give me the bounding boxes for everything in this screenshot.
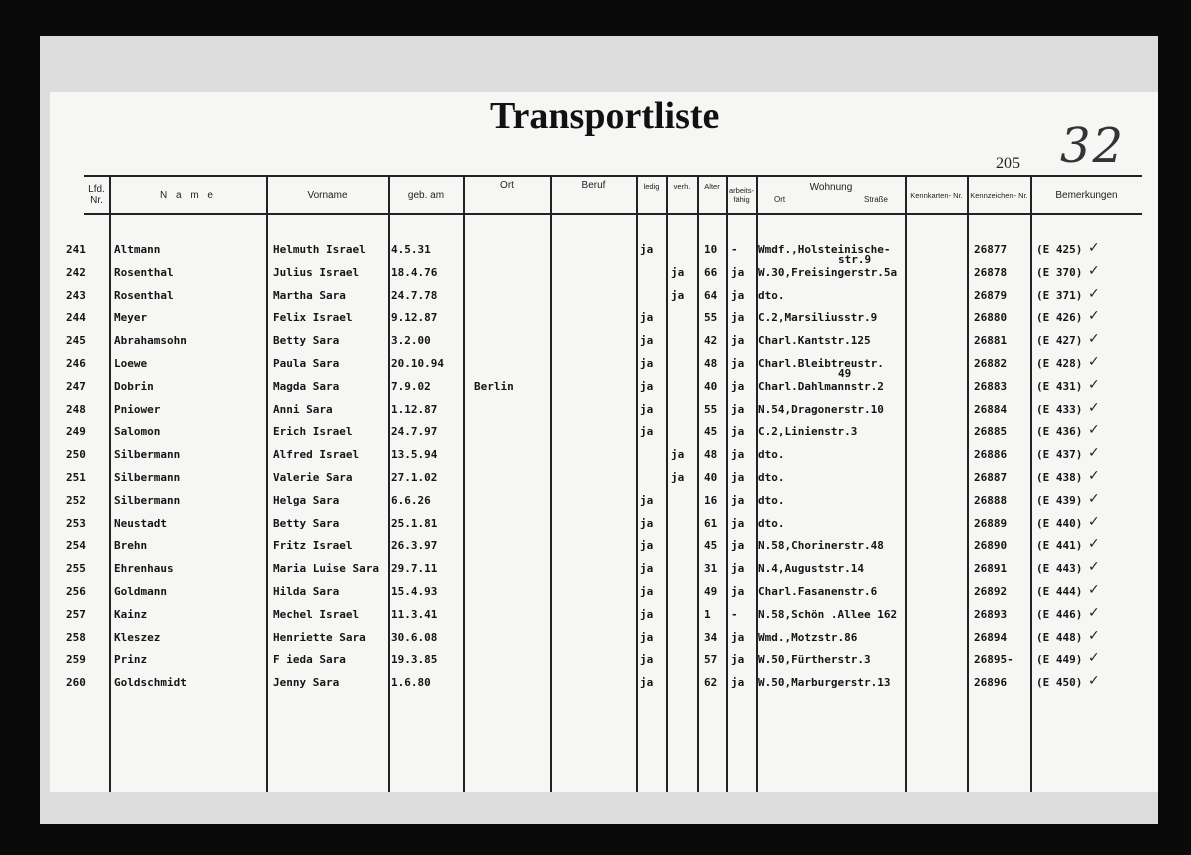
row-bem: (E 450) — [1036, 676, 1083, 690]
row-kz: 26896 — [974, 676, 1008, 690]
row-alter: 16 — [704, 493, 718, 507]
row-wohnung: dto. — [758, 448, 785, 462]
row-vorname: Julius Israel — [273, 265, 360, 279]
header-wohnung: Wohnung — [809, 182, 853, 193]
checkmark-icon: ✓ — [1088, 285, 1100, 302]
col-divider — [726, 175, 728, 792]
col-divider — [463, 175, 465, 792]
checkmark-icon: ✓ — [1088, 422, 1100, 439]
row-verh: ja — [671, 471, 685, 484]
checkmark-icon: ✓ — [1088, 513, 1100, 530]
row-nr: 245 — [66, 334, 86, 348]
row-geb: 9.12.87 — [391, 311, 438, 325]
checkmark-icon: ✓ — [1088, 468, 1100, 484]
checkmark-icon: ✓ — [1088, 399, 1100, 416]
row-name: Salomon — [114, 425, 161, 439]
row-wohnung: N.54,Dragonerstr.10 — [758, 402, 884, 416]
row-geb: 27.1.02 — [391, 471, 438, 484]
row-vorname: Betty Sara — [273, 334, 340, 348]
row-wohnung: W.50,Marburgerstr.13 — [758, 676, 891, 690]
row-arb: ja — [731, 357, 745, 370]
row-arb: ja — [731, 562, 745, 576]
row-arb: ja — [731, 334, 745, 348]
row-bem: (E 446) — [1036, 607, 1083, 621]
row-geb: 24.7.78 — [391, 288, 438, 302]
row-name: Silbermann — [114, 493, 181, 507]
row-wohnung: dto. — [758, 516, 785, 530]
row-nr: 254 — [66, 539, 86, 553]
col-divider — [1030, 175, 1032, 792]
row-kz: 26892 — [974, 585, 1008, 598]
row-geb: 26.3.97 — [391, 539, 438, 553]
row-geb: 7.9.02 — [391, 379, 431, 393]
row-nr: 257 — [66, 607, 86, 621]
row-ledig: ja — [640, 630, 654, 644]
row-ledig: ja — [640, 311, 654, 325]
row-nr: 259 — [66, 653, 86, 667]
row-vorname: Valerie Sara — [273, 471, 353, 484]
row-vorname: Anni Sara — [273, 402, 333, 416]
col-divider — [266, 175, 268, 792]
checkmark-icon: ✓ — [1088, 262, 1100, 279]
row-name: Goldmann — [114, 585, 167, 598]
row-wohnung: Wmdf.,Holsteinische- — [758, 243, 891, 256]
row-vorname: Jenny Sara — [273, 676, 340, 690]
row-bem: (E 440) — [1036, 516, 1083, 530]
row-bem: (E 443) — [1036, 562, 1083, 576]
row-vorname: Felix Israel — [273, 311, 353, 325]
checkmark-icon: ✓ — [1088, 308, 1100, 325]
header-ledig: ledig — [643, 182, 660, 191]
row-arb: ja — [731, 379, 745, 393]
row-nr: 247 — [66, 379, 86, 393]
handwritten-number: 32 — [1060, 118, 1126, 174]
row-kz: 26880 — [974, 311, 1008, 325]
checkmark-icon: ✓ — [1088, 490, 1100, 507]
row-nr: 241 — [66, 243, 86, 256]
row-geb: 19.3.85 — [391, 653, 438, 667]
row-arb: ja — [731, 676, 745, 690]
checkmark-icon: ✓ — [1088, 445, 1100, 462]
row-kz: 26886 — [974, 448, 1008, 462]
row-kz: 26888 — [974, 493, 1008, 507]
header-name: N a m e — [159, 189, 216, 201]
row-alter: 45 — [704, 425, 718, 439]
row-name: Prinz — [114, 653, 148, 667]
row-ledig: ja — [640, 539, 654, 553]
checkmark-icon: ✓ — [1088, 650, 1100, 667]
row-name: Ehrenhaus — [114, 562, 174, 576]
row-wohnung: Charl.Dahlmannstr.2 — [758, 379, 884, 393]
row-geb: 6.6.26 — [391, 493, 431, 507]
row-kz: 26895- — [974, 653, 1014, 667]
row-geb: 15.4.93 — [391, 585, 438, 598]
checkmark-icon: ✓ — [1088, 240, 1100, 256]
row-ledig: ja — [640, 334, 654, 348]
row-vorname: Martha Sara — [273, 288, 346, 302]
row-arb: - — [731, 243, 738, 256]
row-vorname: Alfred Israel — [273, 448, 360, 462]
row-kz: 26887 — [974, 471, 1008, 484]
row-kz: 26889 — [974, 516, 1008, 530]
row-arb: ja — [731, 471, 745, 484]
row-alter: 40 — [704, 379, 718, 393]
row-ledig: ja — [640, 493, 654, 507]
row-nr: 256 — [66, 585, 86, 598]
row-wohnung: Charl.Kantstr.125 — [758, 334, 871, 348]
row-wohnung: N.58,Chorinerstr.48 — [758, 539, 884, 553]
row-bem: (E 428) — [1036, 357, 1083, 370]
row-name: Kainz — [114, 607, 148, 621]
row-arb: ja — [731, 311, 745, 325]
row-bem: (E 431) — [1036, 379, 1083, 393]
row-verh: ja — [671, 288, 685, 302]
row-vorname: Fritz Israel — [273, 539, 353, 553]
col-divider — [967, 175, 969, 792]
row-wohnung: N.4,Auguststr.14 — [758, 562, 864, 576]
row-arb: ja — [731, 288, 745, 302]
row-ledig: ja — [640, 676, 654, 690]
row-vorname: Maria Luise Sara — [273, 562, 379, 576]
row-kz: 26879 — [974, 288, 1008, 302]
header-verh: verh. — [673, 182, 691, 191]
checkmark-icon: ✓ — [1088, 673, 1100, 690]
row-bem: (E 448) — [1036, 630, 1083, 644]
row-vorname: Henriette Sara — [273, 630, 366, 644]
col-divider — [666, 175, 668, 792]
row-bem: (E 426) — [1036, 311, 1083, 325]
row-verh: ja — [671, 265, 685, 279]
col-divider — [550, 175, 552, 792]
checkmark-icon: ✓ — [1088, 331, 1100, 348]
row-arb: - — [731, 607, 738, 621]
col-divider — [109, 175, 111, 792]
row-name: Rosenthal — [114, 265, 174, 279]
row-nr: 249 — [66, 425, 86, 439]
row-alter: 55 — [704, 311, 718, 325]
checkmark-icon: ✓ — [1088, 604, 1100, 621]
row-vorname: Magda Sara — [273, 379, 340, 393]
row-vorname: Helmuth Israel — [273, 243, 366, 256]
row-ledig: ja — [640, 516, 654, 530]
row-ledig: ja — [640, 243, 654, 256]
row-wohnung: Wmd.,Motzstr.86 — [758, 630, 858, 644]
row-vorname: F ieda Sara — [273, 653, 346, 667]
row-arb: ja — [731, 425, 745, 439]
row-ledig: ja — [640, 562, 654, 576]
header-lfd-nr: Lfd. Nr. — [88, 184, 105, 206]
row-arb: ja — [731, 539, 745, 553]
row-wohnung: W.50,Fürtherstr.3 — [758, 653, 871, 667]
row-vorname: Hilda Sara — [273, 585, 340, 598]
row-name: Meyer — [114, 311, 148, 325]
header-kennkarten-nr: Kennkarten- Nr. — [910, 190, 963, 200]
row-vorname: Helga Sara — [273, 493, 340, 507]
row-arb: ja — [731, 630, 745, 644]
row-name: Kleszez — [114, 630, 161, 644]
row-arb: ja — [731, 265, 745, 279]
row-alter: 45 — [704, 539, 718, 553]
row-alter: 57 — [704, 653, 718, 667]
row-bem: (E 433) — [1036, 402, 1083, 416]
row-kz: 26877 — [974, 243, 1008, 256]
row-name: Goldschmidt — [114, 676, 187, 690]
row-geb: 20.10.94 — [391, 357, 444, 370]
row-name: Altmann — [114, 243, 161, 256]
row-name: Silbermann — [114, 448, 181, 462]
header-vorname: Vorname — [307, 189, 348, 201]
row-kz: 26890 — [974, 539, 1008, 553]
row-geb: 25.1.81 — [391, 516, 438, 530]
row-alter: 64 — [704, 288, 718, 302]
row-ledig: ja — [640, 402, 654, 416]
row-arb: ja — [731, 448, 745, 462]
row-name: Dobrin — [114, 379, 154, 393]
row-bem: (E 370) — [1036, 265, 1083, 279]
header-arbeitsfaehig: arbeits- fähig — [728, 186, 754, 204]
header-wohnung-strasse: Straße — [864, 195, 889, 204]
header-alter: Alter — [704, 182, 720, 191]
row-alter: 49 — [704, 585, 718, 598]
row-alter: 62 — [704, 676, 718, 690]
row-geb: 24.7.97 — [391, 425, 438, 439]
row-ledig: ja — [640, 425, 654, 439]
col-divider — [697, 175, 699, 792]
row-alter: 48 — [704, 448, 718, 462]
row-geb: 29.7.11 — [391, 562, 438, 576]
row-ledig: ja — [640, 653, 654, 667]
row-alter: 40 — [704, 471, 718, 484]
page-number: 205 — [996, 155, 1020, 172]
row-nr: 253 — [66, 516, 86, 530]
ort-berlin: Berlin — [474, 380, 514, 393]
row-nr: 251 — [66, 471, 86, 484]
row-geb: 13.5.94 — [391, 448, 438, 462]
row-wohnung: Charl.Bleibtreustr. — [758, 357, 884, 370]
header-beruf: Beruf — [581, 180, 606, 191]
row-alter: 10 — [704, 243, 718, 256]
row-alter: 31 — [704, 562, 718, 576]
col-divider — [388, 175, 390, 792]
row-bem: (E 441) — [1036, 539, 1083, 553]
row-wohnung: C.2,Marsiliusstr.9 — [758, 311, 878, 325]
header-wohnung-ort: Ort — [774, 195, 786, 204]
row-name: Abrahamsohn — [114, 334, 187, 348]
row-kz: 26891 — [974, 562, 1008, 576]
row-arb: ja — [731, 653, 745, 667]
row-wohnung: C.2,Linienstr.3 — [758, 425, 858, 439]
row-nr: 258 — [66, 630, 86, 644]
row-arb: ja — [731, 516, 745, 530]
row-geb: 11.3.41 — [391, 607, 438, 621]
row-nr: 243 — [66, 288, 86, 302]
row-nr: 250 — [66, 448, 86, 462]
row-wohnung: W.30,Freisingerstr.5a — [758, 265, 898, 279]
row-wohnung-continuation: str.9 — [838, 253, 872, 266]
row-name: Rosenthal — [114, 288, 174, 302]
row-vorname: Betty Sara — [273, 516, 340, 530]
row-wohnung-continuation: 49 — [838, 367, 852, 380]
row-alter: 1 — [704, 607, 711, 621]
row-kz: 26884 — [974, 402, 1008, 416]
row-nr: 248 — [66, 402, 86, 416]
row-wohnung: N.58,Schön .Allee 162 — [758, 607, 898, 621]
row-vorname: Mechel Israel — [273, 607, 360, 621]
checkmark-icon: ✓ — [1088, 559, 1100, 576]
checkmark-icon: ✓ — [1088, 354, 1100, 370]
row-ledig: ja — [640, 585, 654, 598]
row-nr: 255 — [66, 562, 86, 576]
row-bem: (E 449) — [1036, 653, 1083, 667]
row-bem: (E 371) — [1036, 288, 1083, 302]
row-vorname: Erich Israel — [273, 425, 353, 439]
row-alter: 42 — [704, 334, 718, 348]
header-geb-am: geb. am — [407, 189, 445, 201]
row-wohnung: Charl.Fasanenstr.6 — [758, 585, 878, 598]
row-name: Neustadt — [114, 516, 167, 530]
row-ledig: ja — [640, 379, 654, 393]
row-ledig: ja — [640, 607, 654, 621]
row-geb: 3.2.00 — [391, 334, 431, 348]
row-nr: 242 — [66, 265, 86, 279]
row-alter: 55 — [704, 402, 718, 416]
row-kz: 26881 — [974, 334, 1008, 348]
row-wohnung: dto. — [758, 471, 785, 484]
row-nr: 246 — [66, 357, 86, 370]
row-bem: (E 425) — [1036, 243, 1083, 256]
row-alter: 34 — [704, 630, 718, 644]
row-kz: 26882 — [974, 357, 1008, 370]
row-bem: (E 427) — [1036, 334, 1083, 348]
header-bemerkungen: Bemerkungen — [1055, 189, 1118, 201]
row-arb: ja — [731, 493, 745, 507]
row-alter: 66 — [704, 265, 718, 279]
row-alter: 48 — [704, 357, 718, 370]
row-name: Pniower — [114, 402, 161, 416]
row-geb: 30.6.08 — [391, 630, 438, 644]
row-kz: 26878 — [974, 265, 1008, 279]
document-title: Transportliste — [490, 95, 720, 137]
row-nr: 252 — [66, 493, 86, 507]
checkmark-icon: ✓ — [1088, 582, 1100, 598]
checkmark-icon: ✓ — [1088, 536, 1100, 553]
row-nr: 244 — [66, 311, 86, 325]
row-bem: (E 436) — [1036, 425, 1083, 439]
col-divider — [636, 175, 638, 792]
checkmark-icon: ✓ — [1088, 376, 1100, 393]
row-geb: 1.6.80 — [391, 676, 431, 690]
row-bem: (E 438) — [1036, 471, 1083, 484]
row-name: Loewe — [114, 357, 148, 370]
row-name: Brehn — [114, 539, 148, 553]
row-name: Silbermann — [114, 471, 181, 484]
header-ort: Ort — [500, 180, 514, 191]
row-kz: 26893 — [974, 607, 1008, 621]
row-verh: ja — [671, 448, 685, 462]
row-arb: ja — [731, 402, 745, 416]
row-bem: (E 437) — [1036, 448, 1083, 462]
row-alter: 61 — [704, 516, 718, 530]
row-wohnung: dto. — [758, 493, 785, 507]
row-nr: 260 — [66, 676, 86, 690]
row-wohnung: dto. — [758, 288, 785, 302]
row-geb: 4.5.31 — [391, 243, 431, 256]
row-geb: 1.12.87 — [391, 402, 438, 416]
row-vorname: Paula Sara — [273, 357, 340, 370]
row-bem: (E 439) — [1036, 493, 1083, 507]
row-bem: (E 444) — [1036, 585, 1083, 598]
row-kz: 26894 — [974, 630, 1008, 644]
row-ledig: ja — [640, 357, 654, 370]
checkmark-icon: ✓ — [1088, 627, 1100, 644]
row-arb: ja — [731, 585, 745, 598]
row-kz: 26885 — [974, 425, 1008, 439]
row-kz: 26883 — [974, 379, 1008, 393]
row-geb: 18.4.76 — [391, 265, 438, 279]
header-kennzeichen-nr: Kennzeichen- Nr. — [970, 190, 1028, 200]
col-divider — [905, 175, 907, 792]
